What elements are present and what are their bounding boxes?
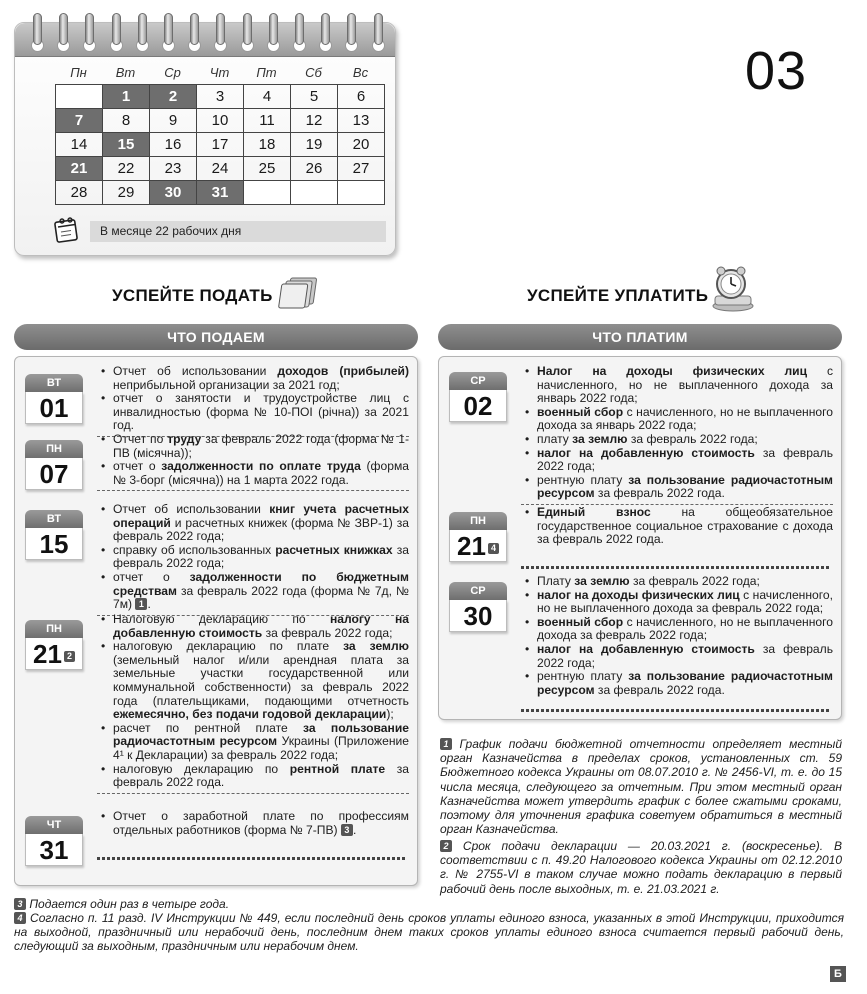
date-number: 15: [25, 528, 83, 560]
date-number: 31: [25, 834, 83, 866]
list-item: • рентную плату за пользование радиочастотным ресурсом за февраль 2022 года.: [521, 670, 833, 697]
date-weekday: ПН: [25, 440, 83, 458]
month-number: 03: [745, 41, 808, 101]
list-item: • налог на доходы физических лиц с начисленного, но не выплаченного дохода за февраль 2022 года;: [521, 589, 833, 616]
date-weekday: ВТ: [25, 374, 83, 392]
calendar-day: 4: [244, 85, 291, 109]
calendar-day: 23: [150, 157, 197, 181]
entry-separator: [97, 490, 409, 491]
calendar-day: 11: [244, 109, 291, 133]
date-number: 21 $^2$: [25, 638, 83, 670]
list-item: • налоговую декларацию по плате за землю (земельный налог и/или арендная плата за земельные участки государственной или коммунальной собственности) за февраль 2022 года (плательщиками, подающими отчетность ежемесячно, без подачи годовой декларации);: [97, 640, 409, 722]
weekday-label: Сб: [305, 65, 322, 80]
date-number: 07: [25, 458, 83, 490]
workdays-note: В месяце 22 рабочих дня: [90, 221, 386, 242]
note-badge: 3: [14, 898, 26, 910]
list-item: • рентную плату за пользование радиочастотным ресурсом за февраль 2022 года.: [521, 474, 833, 501]
pay-entry-21: [521, 506, 833, 547]
file-entry-31: [97, 810, 409, 837]
spiral-ring: [138, 13, 147, 45]
calendar-day: 28: [56, 181, 103, 205]
spiral-ring: [216, 13, 225, 45]
spiral-ring: [321, 13, 330, 45]
spiral-ring: [112, 13, 121, 45]
wavy-separator: [97, 857, 407, 860]
list-item: • Отчет об использовании книг учета расчетных операций и расчетных книжек (форма № ЗВР-1) за февраль 2022 года;: [97, 503, 409, 544]
date-number: 21 $^4$: [449, 530, 507, 562]
date-number: 30: [449, 600, 507, 632]
date-weekday: ПН: [25, 620, 83, 638]
note-badge: 1: [440, 738, 452, 750]
list-item: • военный сбор с начисленного, но не выплаченного дохода за февраль 2022 года;: [521, 616, 833, 643]
calendar-day: [244, 181, 291, 205]
calendar-day: 16: [150, 133, 197, 157]
calendar-day: 19: [291, 133, 338, 157]
list-item: • отчет о задолженности по бюджетным средствам за февраль 2022 года (форма № 7д, № 7м) 1 .: [97, 571, 409, 612]
calendar-day: 26: [291, 157, 338, 181]
list-item: • Плату за землю за февраль 2022 года;: [521, 575, 833, 589]
calendar-day: 10: [197, 109, 244, 133]
spiral-ring: [164, 13, 173, 45]
calendar-day: 8: [103, 109, 150, 133]
file-date-01: [25, 374, 83, 424]
calendar-day-deadline: 30: [150, 181, 197, 205]
date-weekday: ПН: [449, 512, 507, 530]
file-title: УСПЕЙТЕ ПОДАТЬ: [112, 286, 273, 305]
note-badge: 2: [64, 651, 75, 662]
pay-date-02: [449, 372, 507, 422]
list-item: • военный сбор с начисленного, но не выплаченного дохода за январь 2022 года;: [521, 406, 833, 433]
list-item: • налог на добавленную стоимость за февраль 2022 года;: [521, 643, 833, 670]
pay-entry-02: [521, 365, 833, 507]
weekday-label: Пн: [70, 65, 87, 80]
date-weekday: ВТ: [25, 510, 83, 528]
weekday-label: Ср: [164, 65, 181, 80]
list-item: • Единый взнос на общеобязательное государственное социальное страхование с дохода за февраль 2022 года.: [521, 506, 833, 547]
entry-separator: [97, 793, 409, 794]
calendar-day-deadline: 31: [197, 181, 244, 205]
pay-section-header: ЧТО ПЛАТИМ: [438, 324, 842, 350]
calendar-day: 24: [197, 157, 244, 181]
spiral-ring: [33, 13, 42, 45]
file-section-header: ЧТО ПОДАЕМ: [14, 324, 418, 350]
calendar-day: 6: [338, 85, 385, 109]
list-item: • Налоговую декларацию по налогу на добавленную стоимость за февраль 2022 года;: [97, 613, 409, 640]
calendar-day: [56, 85, 103, 109]
calendar-binding-strip: [15, 23, 395, 57]
calendar-grid: [55, 84, 385, 205]
calendar-day: [291, 181, 338, 205]
calendar-icon: [54, 216, 80, 244]
calendar-day: 27: [338, 157, 385, 181]
calendar-day: 17: [197, 133, 244, 157]
weekday-header: [55, 65, 384, 80]
list-item: • отчет о занятости и трудоустройстве лиц с инвалидностью (форма № 10-ПОІ (річна)) за 2021 год.: [97, 392, 409, 433]
list-item: • налог на добавленную стоимость за февраль 2022 года;: [521, 447, 833, 474]
list-item: • плату за землю за февраль 2022 года;: [521, 433, 833, 447]
calendar-day: 29: [103, 181, 150, 205]
spiral-ring: [85, 13, 94, 45]
date-number: 02: [449, 390, 507, 422]
list-item: • отчет о задолженности по оплате труда (форма № 3-борг (місячна)) на 1 марта 2022 года.: [97, 460, 409, 487]
calendar-day: 13: [338, 109, 385, 133]
folders-icon: [277, 276, 323, 310]
calendar-day: 25: [244, 157, 291, 181]
pay-date-21: [449, 512, 507, 562]
list-item: • Отчет по труду за февраль 2022 года (форма № 1-ПВ (місячна));: [97, 433, 409, 460]
spiral-ring: [269, 13, 278, 45]
calendar-day-deadline: 1: [103, 85, 150, 109]
spiral-ring: [347, 13, 356, 45]
note-badge: 2: [440, 840, 452, 852]
spiral-ring: [190, 13, 199, 45]
clock-money-icon: [709, 266, 757, 312]
weekday-label: Пт: [256, 65, 277, 80]
calendar-day: 9: [150, 109, 197, 133]
pay-entry-30: [521, 575, 833, 697]
list-item: • налоговую декларацию по рентной плате за февраль 2022 года.: [97, 763, 409, 790]
date-weekday: СР: [449, 582, 507, 600]
date-weekday: СР: [449, 372, 507, 390]
note-badge: 4: [488, 543, 499, 554]
weekday-label: Вс: [352, 65, 369, 80]
calendar-day: 12: [291, 109, 338, 133]
file-date-31: [25, 816, 83, 866]
list-item: • Налог на доходы физических лиц с начисленного, но не выплаченного дохода за январь 2022 года;: [521, 365, 833, 406]
calendar-day-deadline: 21: [56, 157, 103, 181]
footnote-2: 2 Срок подачи декларации — 20.03.2021 г. (воскресенье). В соответствии с п. 49.20 Налогового кодекса Украины от 02.12.2010 г. № 2755-VI в таком случае можно подать декларацию в первый рабочий день после выходных, т. е. 21.03.2021 г.: [440, 839, 842, 896]
calendar-day-deadline: 2: [150, 85, 197, 109]
file-entry-07: [97, 433, 409, 493]
spiral-ring: [59, 13, 68, 45]
calendar-day: 22: [103, 157, 150, 181]
footnote-3: 3 Подается один раз в четыре года.: [14, 897, 844, 911]
calendar-day: [338, 181, 385, 205]
list-item: • расчет по рентной плате за пользование радиочастотным ресурсом Украины (Приложение 4¹ к Декларации) за февраль 2022 года;: [97, 722, 409, 763]
list-item: • Отчет о заработной плате по профессиям отдельных работников (форма № 7-ПВ) 3 .: [97, 810, 409, 837]
calendar-card: [14, 22, 396, 256]
file-entry-01: [97, 365, 409, 439]
file-entry-21: [97, 613, 409, 796]
pay-date-30: [449, 582, 507, 632]
date-weekday: ЧТ: [25, 816, 83, 834]
calendar-day-deadline: 7: [56, 109, 103, 133]
wavy-separator: [521, 566, 831, 569]
page-letter-badge: Б: [830, 966, 846, 982]
spiral-ring: [243, 13, 252, 45]
footnote-1: 1 График подачи бюджетной отчетности определяет местный орган Казначейства в пределах сроков, установленных ст. 59 Бюджетного кодекса Украины от 08.07.2010 г. № 2456-VI, т. е. до 15 числа месяца, следующего за отчетным. При этом местный орган Казначейства может утвердить график с более сжатыми сроками, поэтому для уточнения графика советуем обратиться в местный орган Казначейства.: [440, 737, 842, 837]
calendar-day-deadline: 15: [103, 133, 150, 157]
date-number: 01: [25, 392, 83, 424]
footnote-4: 4 Согласно п. 11 разд. IV Инструкции № 449, если последний день сроков уплаты единого взноса, указанных в этой Инструкции, приходится на выходной, праздничный или нерабочий день, последним днем таких сроков уплаты единого взноса считается первый рабочий день, следующий за выходным, праздничным или нерабочим днем.: [14, 911, 844, 954]
calendar-day: 14: [56, 133, 103, 157]
list-item: • Отчет об использовании доходов (прибылей) неприбыльной организации за 2021 год;: [97, 365, 409, 392]
calendar-day: 20: [338, 133, 385, 157]
file-date-15: [25, 510, 83, 560]
calendar-day: 18: [244, 133, 291, 157]
file-date-21: [25, 620, 83, 670]
spiral-ring: [374, 13, 383, 45]
weekday-label: Вт: [115, 65, 136, 80]
spiral-ring: [295, 13, 304, 45]
calendar-day: 3: [197, 85, 244, 109]
weekday-label: Чт: [209, 65, 230, 80]
note-badge: 4: [14, 912, 26, 924]
calendar-day: 5: [291, 85, 338, 109]
list-item: • справку об использованных расчетных книжках за февраль 2022 года;: [97, 544, 409, 571]
pay-title: УСПЕЙТЕ УПЛАТИТЬ: [527, 286, 709, 305]
file-date-07: [25, 440, 83, 490]
wavy-separator: [521, 709, 831, 712]
file-entry-15: [97, 503, 409, 618]
